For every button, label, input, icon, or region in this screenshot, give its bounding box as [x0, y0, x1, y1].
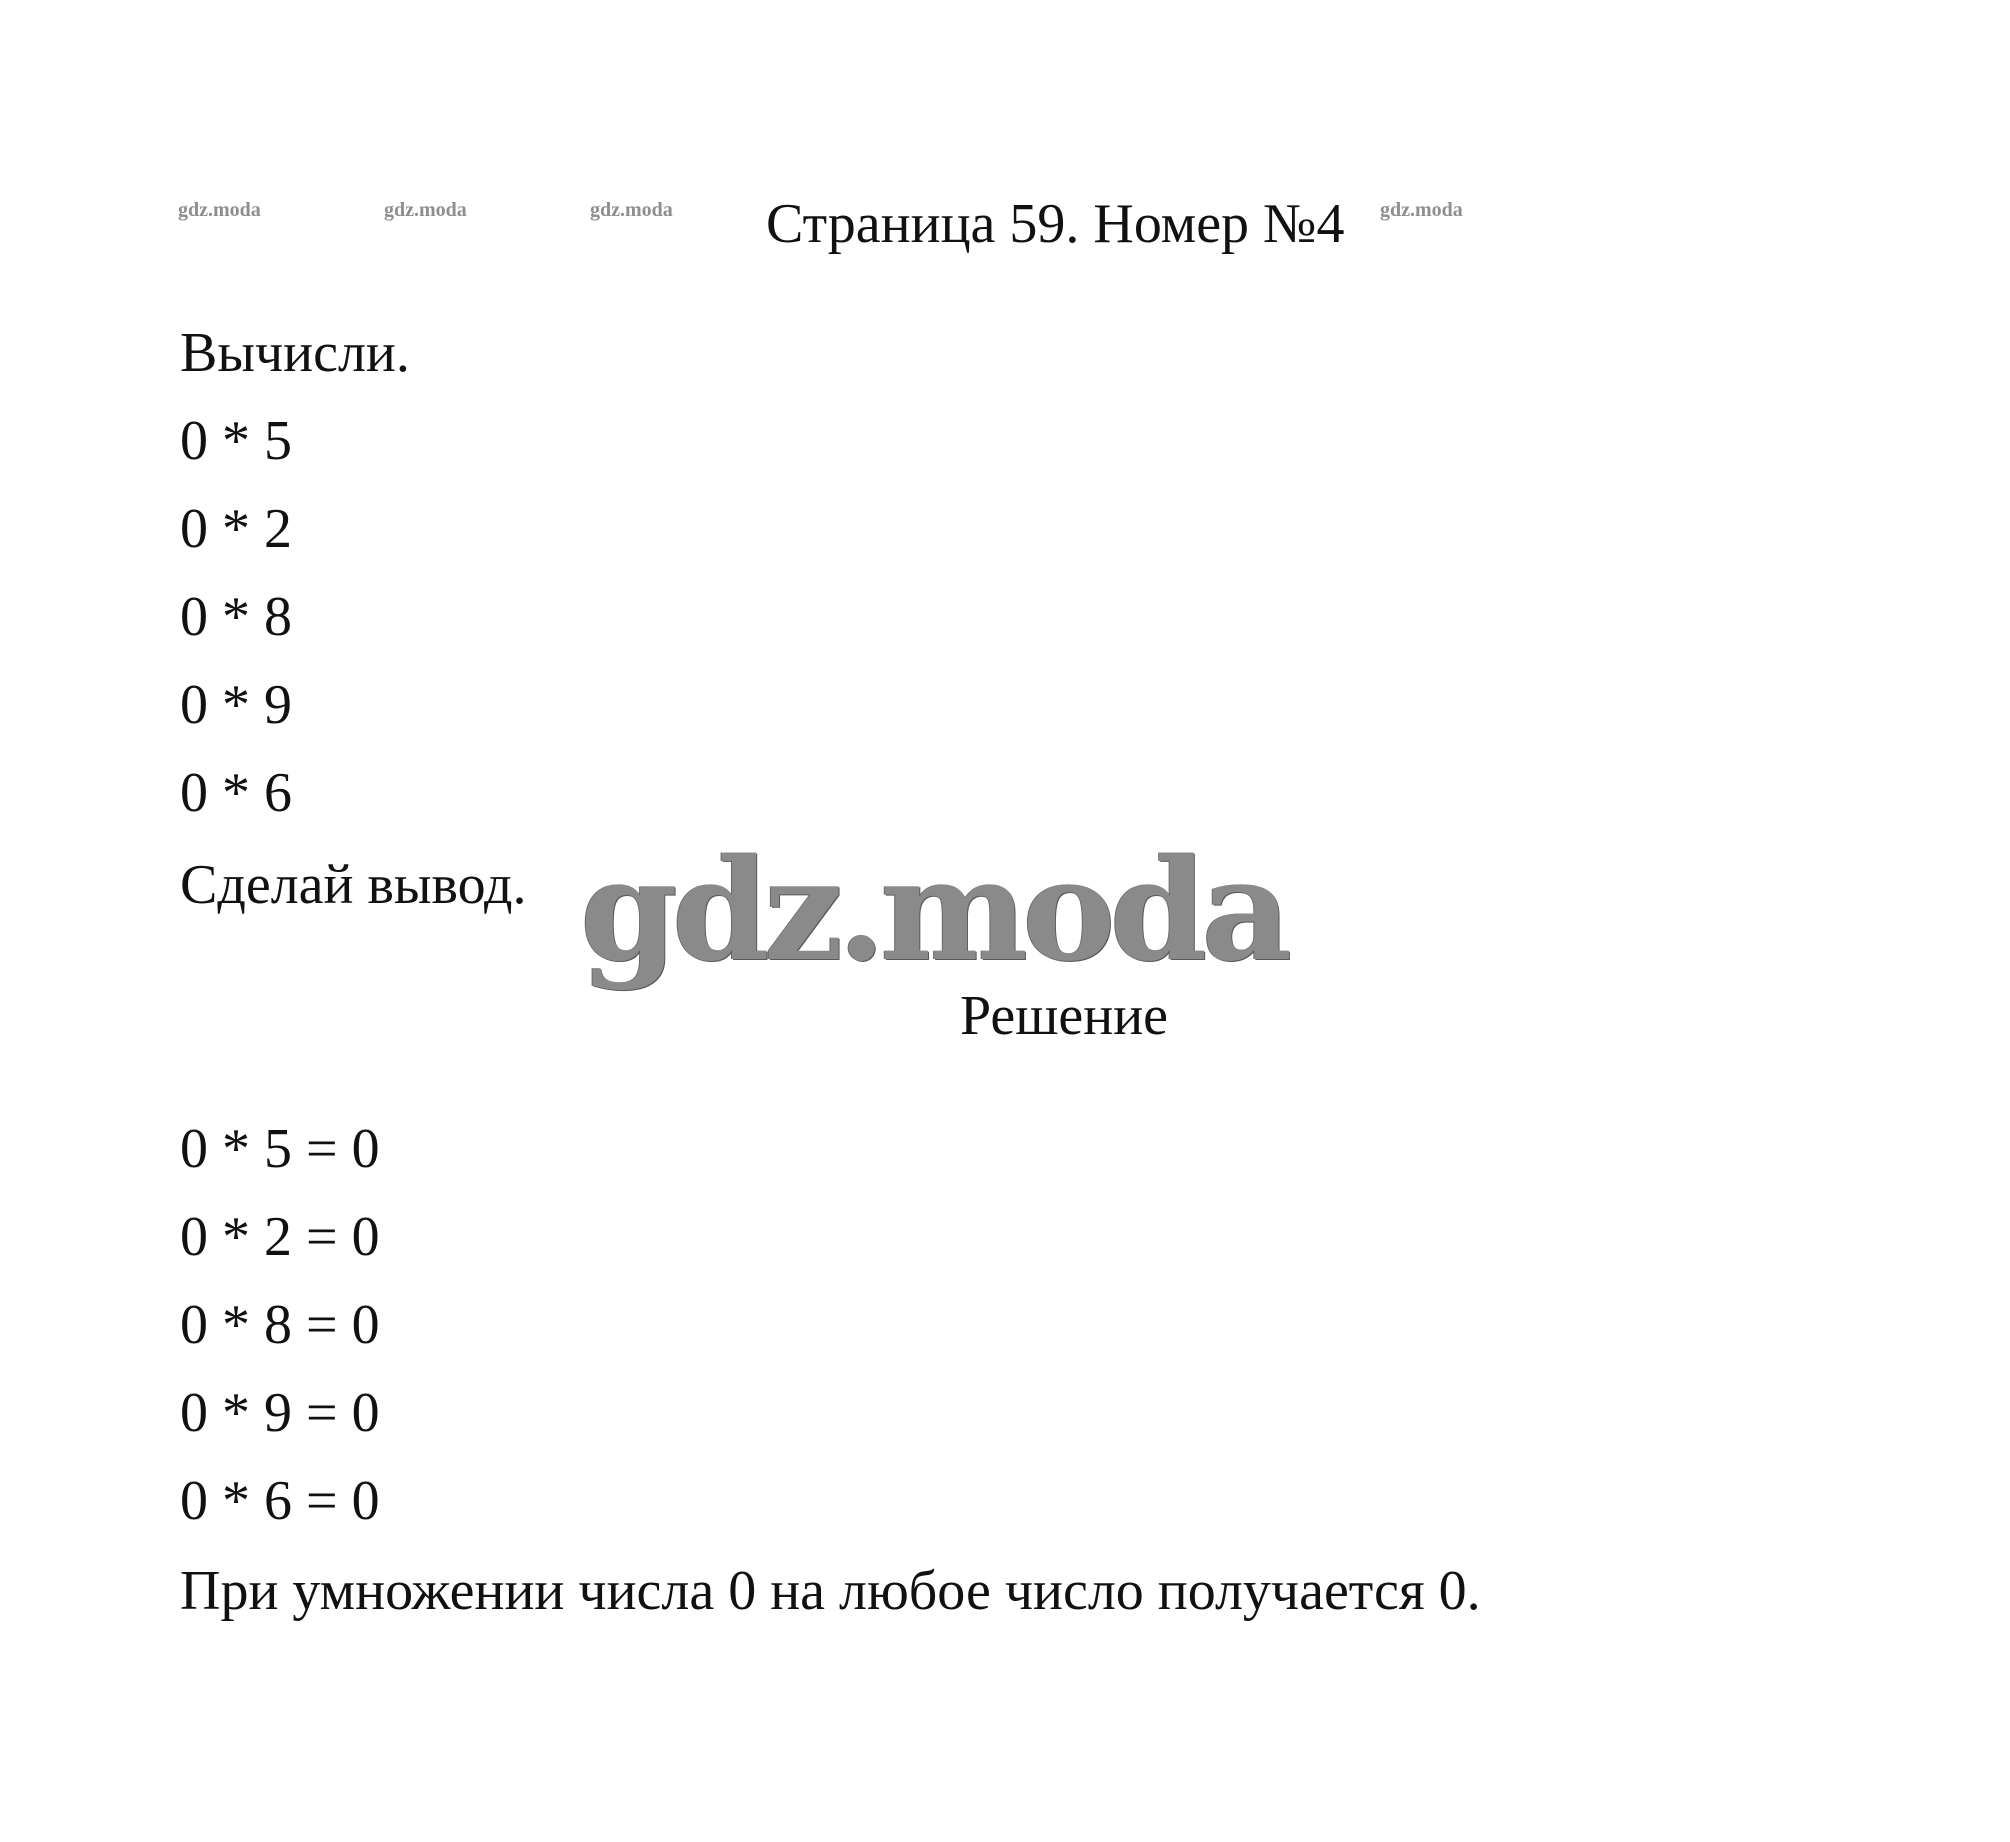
- task-expression: 0 * 2: [180, 498, 292, 560]
- solution-conclusion: При умножении числа 0 на любое число получается 0.: [180, 1560, 1481, 1622]
- solution-answer: 0 * 5 = 0: [180, 1118, 380, 1180]
- task-conclusion-prompt: Сделай вывод.: [180, 854, 527, 916]
- task-expression: 0 * 9: [180, 674, 292, 736]
- watermark-small-3: gdz.moda: [590, 199, 673, 221]
- solution-answer: 0 * 6 = 0: [180, 1470, 380, 1532]
- solution-heading: Решение: [960, 985, 1169, 1047]
- task-expression: 0 * 6: [180, 762, 292, 824]
- solution-answer: 0 * 9 = 0: [180, 1382, 380, 1444]
- task-instruction: Вычисли.: [180, 322, 410, 384]
- watermark-large: gdz.moda: [580, 829, 1287, 993]
- watermark-small-2: gdz.moda: [384, 199, 467, 221]
- solution-answer: 0 * 8 = 0: [180, 1294, 380, 1356]
- solution-answer: 0 * 2 = 0: [180, 1206, 380, 1268]
- task-expression: 0 * 8: [180, 586, 292, 648]
- watermark-small-4: gdz.moda: [1380, 199, 1463, 221]
- watermark-small-1: gdz.moda: [178, 199, 261, 221]
- page-title: Страница 59. Номер №4: [766, 193, 1345, 255]
- task-expression: 0 * 5: [180, 410, 292, 472]
